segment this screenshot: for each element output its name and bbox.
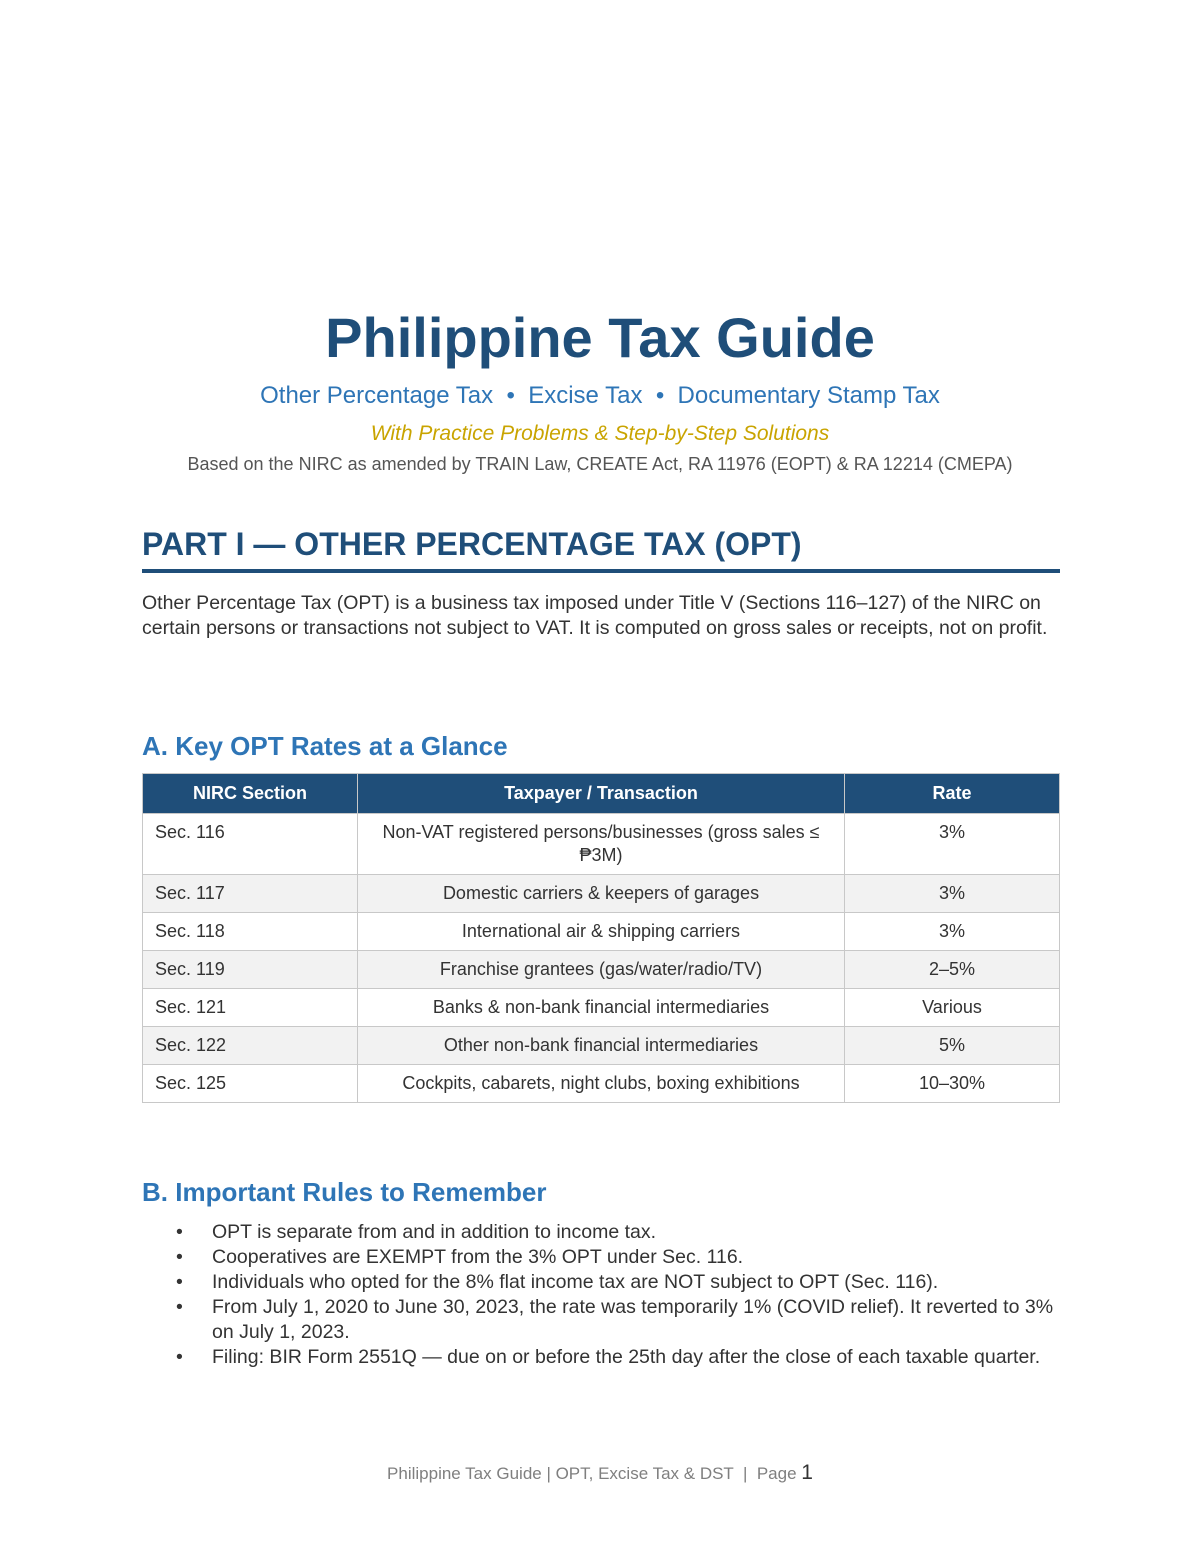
rate-cell: Various: [845, 989, 1060, 1027]
page-footer: [0, 1460, 1200, 1487]
transaction-cell: Non-VAT registered persons/businesses (gross sales ≤ ₱3M): [358, 814, 845, 875]
table-row: [143, 1065, 1060, 1103]
rate-cell: 3%: [845, 814, 1060, 875]
table-row: [143, 875, 1060, 913]
bullet-icon: •: [176, 1221, 183, 1243]
transaction-cell: Franchise grantees (gas/water/radio/TV): [358, 951, 845, 989]
footer-text: Philippine Tax Guide | OPT, Excise Tax & DST | Page: [387, 1464, 802, 1483]
part-divider: [142, 569, 1060, 573]
rate-cell: 5%: [845, 1027, 1060, 1065]
table-row: [143, 913, 1060, 951]
list-item: [142, 1295, 1060, 1345]
table-row: [143, 1027, 1060, 1065]
transaction-cell: Domestic carriers & keepers of garages: [358, 875, 845, 913]
column-header: Taxpayer / Transaction: [358, 774, 845, 814]
rate-cell: 3%: [845, 875, 1060, 913]
bullet-icon: •: [176, 1296, 183, 1318]
document-subtitle: Other Percentage Tax • Excise Tax • Documentary Stamp Tax: [260, 382, 940, 409]
section-cell: Sec. 117: [143, 875, 358, 913]
list-item: [142, 1270, 1060, 1295]
rule-text: From July 1, 2020 to June 30, 2023, the rate was temporarily 1% (COVID relief). It reverted to 3% on July 1, 2023.: [212, 1296, 1054, 1343]
document-title: Philippine Tax Guide: [325, 306, 875, 369]
transaction-cell: Banks & non-bank financial intermediaries: [358, 989, 845, 1027]
list-item: [142, 1220, 1060, 1245]
rule-text: Filing: BIR Form 2551Q — due on or before the 25th day after the close of each taxable quarter.: [212, 1346, 1041, 1368]
section-cell: Sec. 122: [143, 1027, 358, 1065]
section-cell: Sec. 118: [143, 913, 358, 951]
transaction-cell: Cockpits, cabarets, night clubs, boxing exhibitions: [358, 1065, 845, 1103]
section-b-heading: B. Important Rules to Remember: [142, 1177, 547, 1207]
document-tagline: With Practice Problems & Step-by-Step Solutions: [370, 422, 830, 445]
legal-basis-note: Based on the NIRC as amended by TRAIN Law, CREATE Act, RA 11976 (EOPT) & RA 12214 (CMEPA): [187, 454, 1013, 474]
bullet-icon: •: [176, 1271, 183, 1293]
transaction-cell: International air & shipping carriers: [358, 913, 845, 951]
table-row: [143, 814, 1060, 875]
opt-rates-table: [142, 773, 1060, 1103]
page-number: 1: [801, 1461, 813, 1484]
table-header-row: [143, 774, 1060, 814]
table-row: [143, 951, 1060, 989]
rules-list: [142, 1220, 1060, 1370]
intro-paragraph: Other Percentage Tax (OPT) is a business tax imposed under Title V (Sections 116–127) of the NIRC on certain persons or transactions not subject to VAT. It is computed on gross sales or receipts, not on profit.: [142, 592, 1048, 639]
column-header: Rate: [845, 774, 1060, 814]
list-item: [142, 1245, 1060, 1270]
list-item: [142, 1345, 1060, 1370]
transaction-cell: Other non-bank financial intermediaries: [358, 1027, 845, 1065]
section-cell: Sec. 121: [143, 989, 358, 1027]
rule-text: Individuals who opted for the 8% flat income tax are NOT subject to OPT (Sec. 116).: [212, 1271, 939, 1293]
section-cell: Sec. 125: [143, 1065, 358, 1103]
rate-cell: 2–5%: [845, 951, 1060, 989]
section-cell: Sec. 116: [143, 814, 358, 875]
part-heading: PART I — OTHER PERCENTAGE TAX (OPT): [142, 526, 802, 562]
column-header: NIRC Section: [143, 774, 358, 814]
rate-cell: 3%: [845, 913, 1060, 951]
rule-text: Cooperatives are EXEMPT from the 3% OPT under Sec. 116.: [212, 1246, 744, 1268]
bullet-icon: •: [176, 1246, 183, 1268]
section-cell: Sec. 119: [143, 951, 358, 989]
rate-cell: 10–30%: [845, 1065, 1060, 1103]
section-a-heading: A. Key OPT Rates at a Glance: [142, 731, 508, 761]
rule-text: OPT is separate from and in addition to income tax.: [212, 1221, 657, 1243]
table-row: [143, 989, 1060, 1027]
bullet-icon: •: [176, 1346, 183, 1368]
